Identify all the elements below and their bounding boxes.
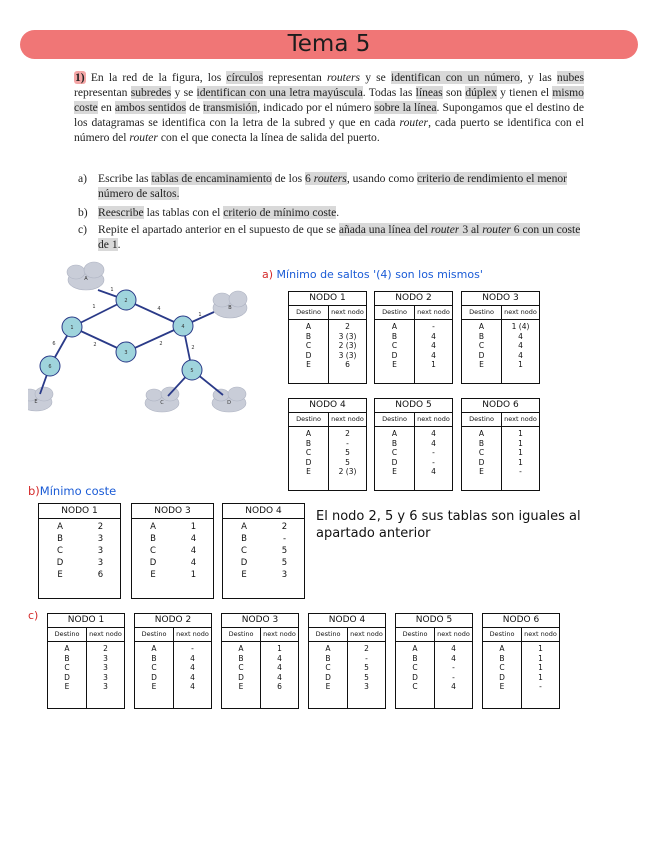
text-run: Repite el apartado anterior en el supuesto de que se: [98, 223, 339, 236]
next-node-cell: 3: [97, 534, 104, 544]
link-cost: 1: [198, 312, 202, 318]
routing-table: [38, 503, 121, 599]
next-node-cell: 1: [277, 644, 282, 653]
next-node-cell: -: [432, 448, 435, 457]
routing-table: [288, 398, 367, 491]
destination-cell: B: [499, 653, 505, 663]
destination-cell: A: [64, 644, 70, 653]
column-header-next-node: next nodo: [263, 630, 296, 639]
text-run: de: [186, 101, 204, 114]
destination-cell: D: [64, 672, 70, 682]
subquestion-text: [98, 171, 584, 201]
column-header-destination: Destino: [483, 628, 522, 641]
destination-cell: C: [391, 448, 398, 457]
subnet-label: E: [34, 399, 38, 405]
next-node-cell: 6: [277, 682, 282, 691]
column-header-next-node: next nodo: [524, 630, 557, 639]
column-header-next-node: next nodo: [176, 630, 209, 639]
column-header-destination: Destino: [289, 413, 329, 426]
routing-table: [308, 613, 386, 709]
router-label: 5: [190, 368, 194, 374]
text-run: y se: [360, 71, 391, 84]
subquestion-a: [78, 171, 584, 201]
page-title: Tema 5: [287, 31, 371, 57]
text-run: representan: [74, 86, 131, 99]
routing-table: [222, 503, 305, 599]
destination-cell: A: [412, 644, 418, 653]
next-node-cell: 4: [451, 644, 456, 653]
destination-cell: B: [305, 438, 312, 448]
text-run: representan: [263, 71, 327, 84]
text-run: , indicado por el número: [257, 101, 375, 114]
column-header-destination: Destino: [309, 628, 348, 641]
next-node-cell: 4: [431, 341, 436, 350]
destination-cell: C: [478, 448, 485, 457]
next-node-cell: 4: [518, 341, 523, 350]
column-header-destination: Destino: [375, 306, 415, 319]
table-title: NODO 3: [132, 504, 213, 519]
table-title: NODO 6: [483, 614, 559, 628]
subquestion-b: [78, 205, 584, 220]
question-number: 1): [75, 71, 85, 84]
next-node-cell: -: [282, 534, 287, 544]
next-node-cell: 1: [518, 438, 523, 448]
destination-cell: D: [149, 558, 157, 568]
destination-cell: B: [305, 331, 312, 341]
next-node-cell: 3 (3): [338, 350, 357, 360]
destination-cell: D: [305, 350, 312, 360]
destination-cell: B: [57, 534, 63, 544]
link-cost: 4: [157, 306, 161, 312]
destination-cell: D: [412, 672, 418, 682]
text-run: identifican con una letra mayúscula: [196, 86, 363, 99]
routing-table: [374, 398, 453, 491]
destination-cell: A: [57, 522, 63, 532]
table-title: NODO 1: [48, 614, 124, 628]
destination-cell: E: [241, 570, 247, 580]
destination-cell: C: [499, 663, 505, 672]
destination-cell: B: [478, 331, 485, 341]
next-node-cell: 4: [431, 438, 436, 448]
text-run: En la red de la figura, los: [85, 71, 227, 84]
next-node-cell: 4: [190, 682, 195, 691]
destination-cell: E: [479, 467, 484, 476]
destination-cell: C: [151, 663, 157, 672]
table-title: NODO 4: [309, 614, 385, 628]
subquestion-c: [78, 222, 584, 252]
next-node-cell: 4: [518, 350, 523, 360]
table-title: NODO 3: [222, 614, 298, 628]
next-node-cell: 3: [97, 558, 104, 568]
text-run: y tienen el: [496, 86, 553, 99]
next-node-cell: 4: [190, 558, 197, 568]
subnet-label: C: [160, 400, 164, 406]
destination-cell: C: [305, 341, 312, 350]
destination-cell: B: [238, 653, 244, 663]
text-run: router: [129, 131, 158, 144]
answer-b-heading: b)Mínimo coste: [28, 484, 117, 498]
table-title: NODO 2: [135, 614, 211, 628]
next-node-cell: -: [452, 663, 455, 672]
text-run: subredes: [130, 86, 172, 99]
destination-cell: E: [306, 360, 311, 369]
destination-cell: C: [64, 663, 70, 672]
link-cost: 1: [110, 287, 114, 293]
next-node-cell: 4: [190, 672, 195, 682]
router-label: 2: [124, 298, 128, 304]
destination-cell: D: [478, 350, 485, 360]
destination-cell: C: [478, 341, 485, 350]
column-header-destination: Destino: [135, 628, 174, 641]
destination-cell: E: [238, 682, 244, 691]
destination-cell: A: [391, 429, 398, 438]
table-title: NODO 6: [462, 399, 539, 413]
destination-cell: A: [238, 644, 244, 653]
next-node-cell: 4: [451, 682, 456, 691]
destination-cell: D: [499, 672, 505, 682]
routing-table: [221, 613, 299, 709]
text-run: , cada puerto se identifica con el número del: [74, 116, 584, 144]
next-node-cell: 3: [103, 672, 108, 682]
next-node-cell: 2 (3): [338, 341, 357, 350]
next-node-cell: 5: [364, 672, 369, 682]
next-node-cell: -: [432, 457, 435, 467]
destination-cell: D: [325, 672, 331, 682]
next-node-cell: -: [346, 438, 349, 448]
next-node-cell: 4: [431, 331, 436, 341]
text-run: , y las: [519, 71, 557, 84]
subquestion-text: [98, 205, 584, 220]
text-run: líneas: [415, 86, 443, 99]
routing-table: [461, 291, 540, 384]
next-node-cell: 5: [345, 448, 350, 457]
destination-cell: E: [392, 467, 397, 476]
text-run: , usando como: [346, 172, 418, 185]
column-header-destination: Destino: [48, 628, 87, 641]
next-node-cell: 3: [103, 653, 108, 663]
table-title: NODO 3: [462, 292, 539, 306]
destination-cell: A: [305, 322, 312, 331]
next-node-cell: 6: [345, 360, 350, 369]
destination-cell: E: [479, 360, 484, 369]
next-node-cell: -: [539, 682, 542, 691]
destination-cell: C: [238, 663, 244, 672]
column-header-next-node: next nodo: [350, 630, 383, 639]
column-header-next-node: next nodo: [504, 415, 537, 424]
link-cost: 6: [52, 341, 56, 347]
next-node-cell: 2: [103, 644, 108, 653]
column-header-next-node: next nodo: [417, 308, 450, 317]
next-node-cell: 5: [364, 663, 369, 672]
next-node-cell: 4: [451, 653, 456, 663]
destination-cell: E: [499, 682, 505, 691]
column-header-next-node: next nodo: [331, 415, 364, 424]
table-title: NODO 4: [223, 504, 304, 519]
subnet-label: D: [227, 400, 231, 406]
routing-table: [461, 398, 540, 491]
router-label: 6: [48, 364, 52, 370]
destination-cell: B: [478, 438, 485, 448]
destination-cell: E: [306, 467, 311, 476]
next-node-cell: 1 (4): [511, 322, 530, 331]
text-run: router: [482, 223, 511, 236]
text-run: mismo coste: [74, 86, 584, 114]
destination-cell: B: [391, 331, 398, 341]
text-run: routers: [326, 71, 361, 84]
link-cost: 1: [92, 304, 96, 310]
destination-cell: C: [412, 682, 418, 691]
destination-cell: E: [325, 682, 331, 691]
table-title: NODO 1: [289, 292, 366, 306]
subquestion-text: [98, 222, 584, 252]
destination-cell: E: [150, 570, 156, 580]
text-run: .: [117, 238, 121, 251]
destination-cell: D: [478, 457, 485, 467]
subnet-label: A: [84, 276, 88, 282]
destination-cell: B: [391, 438, 398, 448]
destination-cell: E: [392, 360, 397, 369]
next-node-cell: 1: [190, 522, 197, 532]
next-node-cell: -: [191, 644, 194, 653]
text-run: Reescribe: [98, 206, 144, 219]
destination-cell: A: [478, 322, 485, 331]
text-run: 3 al: [459, 223, 483, 236]
next-node-cell: 1: [538, 653, 543, 663]
routing-table: [374, 291, 453, 384]
next-node-cell: 1: [518, 360, 523, 369]
destination-cell: C: [150, 546, 156, 556]
next-node-cell: 2: [345, 429, 350, 438]
destination-cell: B: [150, 534, 156, 544]
column-header-next-node: next nodo: [331, 308, 364, 317]
next-node-cell: -: [432, 322, 435, 331]
text-run: 6: [305, 172, 314, 185]
destination-cell: C: [241, 546, 247, 556]
text-run: transmisión: [203, 101, 258, 114]
text-run: criterio de rendimiento el menor número de saltos.: [98, 172, 568, 200]
routing-table: [482, 613, 560, 709]
destination-cell: C: [325, 663, 331, 672]
destination-cell: E: [151, 682, 157, 691]
problem-statement: [74, 70, 584, 145]
destination-cell: C: [412, 663, 418, 672]
column-header-destination: Destino: [396, 628, 435, 641]
link-cost: 2: [93, 342, 97, 348]
equal-tables-note: El nodo 2, 5 y 6 sus tablas son iguales al apartado anterior: [316, 509, 581, 541]
destination-cell: A: [241, 522, 247, 532]
next-node-cell: 3 (3): [338, 331, 357, 341]
next-node-cell: 5: [345, 457, 350, 467]
text-run: con el que conecta la línea de salida del puerto.: [157, 131, 380, 144]
next-node-cell: 4: [518, 331, 523, 341]
next-node-cell: 1: [538, 663, 543, 672]
text-run: círculos: [226, 71, 264, 84]
text-run: criterio de mínimo coste: [223, 206, 337, 219]
table-title: NODO 1: [39, 504, 120, 519]
text-run: .: [336, 206, 340, 219]
next-node-cell: 5: [281, 558, 288, 568]
next-node-cell: 2: [97, 522, 104, 532]
destination-cell: D: [305, 457, 312, 467]
destination-cell: B: [64, 653, 70, 663]
next-node-cell: 6: [97, 570, 104, 580]
subquestion-label: c): [78, 223, 88, 236]
text-run: añada una línea del: [338, 223, 431, 236]
next-node-cell: 1: [538, 672, 543, 682]
destination-cell: E: [57, 570, 63, 580]
table-title: NODO 5: [375, 399, 452, 413]
link-cost: 2: [191, 345, 195, 351]
next-node-cell: 1: [190, 570, 197, 580]
destination-cell: B: [241, 534, 247, 544]
routing-table: [131, 503, 214, 599]
destination-cell: A: [499, 644, 505, 653]
subquestion-label: a): [78, 172, 88, 185]
column-header-destination: Destino: [462, 306, 502, 319]
next-node-cell: 4: [431, 350, 436, 360]
routing-table: [288, 291, 367, 384]
column-header-destination: Destino: [462, 413, 502, 426]
next-node-cell: 2: [364, 644, 369, 653]
text-run: sobre la línea: [374, 101, 437, 114]
destination-cell: C: [305, 448, 312, 457]
router-label: 1: [70, 325, 74, 331]
destination-cell: D: [391, 457, 398, 467]
next-node-cell: 3: [97, 546, 104, 556]
next-node-cell: 4: [190, 663, 195, 672]
next-node-cell: 4: [190, 653, 195, 663]
link-cost: 2: [159, 341, 163, 347]
destination-cell: D: [238, 672, 244, 682]
next-node-cell: 1: [518, 429, 523, 438]
column-header-next-node: next nodo: [437, 630, 470, 639]
next-node-cell: 1: [518, 448, 523, 457]
subnet-label: B: [228, 305, 232, 311]
text-run: dúplex: [465, 86, 497, 99]
routing-table: [47, 613, 125, 709]
text-run: son: [442, 86, 466, 99]
next-node-cell: 3: [103, 663, 108, 672]
table-title: NODO 5: [396, 614, 472, 628]
next-node-cell: 3: [364, 682, 369, 691]
destination-cell: C: [57, 546, 63, 556]
next-node-cell: 1: [431, 360, 436, 369]
title-banner: [20, 30, 638, 59]
next-node-cell: 4: [277, 672, 282, 682]
next-node-cell: 2 (3): [338, 467, 357, 476]
text-run: las tablas con el: [143, 206, 224, 219]
column-header-destination: Destino: [222, 628, 261, 641]
next-node-cell: 4: [431, 429, 436, 438]
destination-cell: C: [391, 341, 398, 350]
next-node-cell: 2: [345, 322, 350, 331]
text-run: ambos sentidos: [114, 101, 187, 114]
destination-cell: B: [151, 653, 157, 663]
text-run: de los: [271, 172, 306, 185]
network-diagram: [28, 258, 258, 418]
next-node-cell: 4: [277, 663, 282, 672]
next-node-cell: -: [519, 467, 522, 476]
next-node-cell: 1: [538, 644, 543, 653]
text-run: y se: [171, 86, 197, 99]
next-node-cell: 4: [190, 534, 197, 544]
column-header-next-node: next nodo: [417, 415, 450, 424]
next-node-cell: 5: [281, 546, 288, 556]
next-node-cell: 2: [281, 522, 288, 532]
column-header-destination: Destino: [289, 306, 329, 319]
router-label: 4: [181, 324, 185, 330]
next-node-cell: -: [365, 653, 368, 663]
routing-table: [134, 613, 212, 709]
text-run: . Supongamos que el destino de los datagramas se identifica con la letra de la subred y que en cada: [74, 101, 584, 129]
destination-cell: A: [151, 644, 157, 653]
text-run: router: [399, 116, 429, 129]
next-node-cell: 1: [518, 457, 523, 467]
text-run: tablas de encaminamiento: [151, 172, 272, 185]
destination-cell: E: [64, 682, 70, 691]
destination-cell: D: [151, 672, 157, 682]
text-run: nubes: [556, 71, 584, 84]
subquestion-label: b): [78, 206, 88, 219]
destination-cell: B: [412, 653, 418, 663]
destination-cell: D: [391, 350, 398, 360]
text-run: Escribe las: [98, 172, 152, 185]
next-node-cell: 4: [277, 653, 282, 663]
router-label: 3: [124, 350, 128, 356]
destination-cell: A: [305, 429, 312, 438]
next-node-cell: 4: [190, 546, 197, 556]
next-node-cell: 3: [103, 682, 108, 691]
column-header-next-node: next nodo: [89, 630, 122, 639]
text-run: 6 con un coste de 1: [98, 223, 581, 251]
column-header-destination: Destino: [375, 413, 415, 426]
table-title: NODO 4: [289, 399, 366, 413]
destination-cell: A: [325, 644, 331, 653]
text-run: identifican con un número: [391, 71, 520, 84]
next-node-cell: 3: [281, 570, 288, 580]
answer-a-heading: a) Mínimo de saltos '(4) son los mismos': [262, 268, 483, 281]
answer-c-heading: c): [28, 609, 39, 622]
routing-table: [395, 613, 473, 709]
destination-cell: D: [56, 558, 64, 568]
destination-cell: A: [391, 322, 398, 331]
next-node-cell: 4: [431, 467, 436, 476]
destination-cell: D: [240, 558, 248, 568]
column-header-next-node: next nodo: [504, 308, 537, 317]
text-run: en: [97, 101, 115, 114]
table-title: NODO 2: [375, 292, 452, 306]
destination-cell: A: [478, 429, 485, 438]
destination-cell: B: [325, 653, 331, 663]
text-run: routers: [313, 172, 347, 185]
text-run: router: [430, 223, 460, 236]
destination-cell: A: [150, 522, 156, 532]
text-run: . Todas las: [362, 86, 416, 99]
next-node-cell: -: [452, 672, 455, 682]
